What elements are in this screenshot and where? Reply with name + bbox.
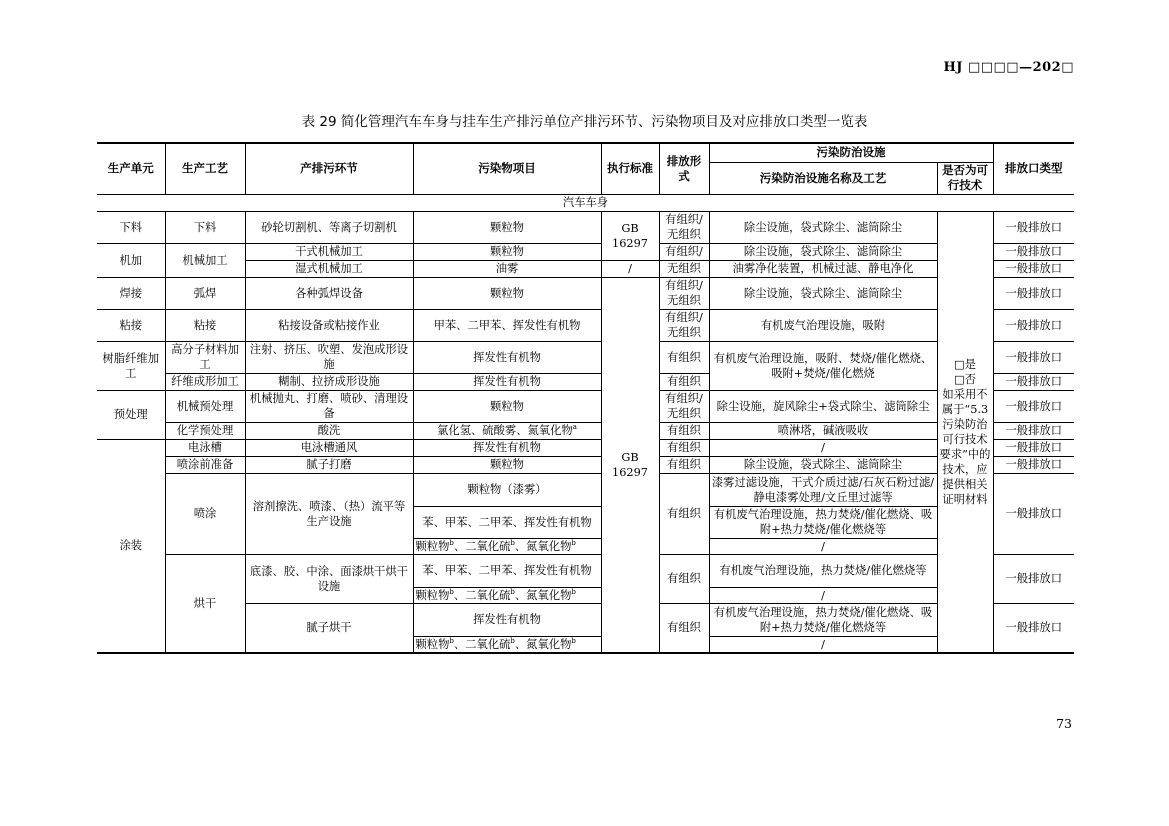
outlet-cell: 一般排放口 xyxy=(993,422,1074,439)
footnote-mark: a xyxy=(572,423,577,432)
emission-cell: 有组织 xyxy=(659,373,709,390)
pollutant-cell: 苯、甲苯、二甲苯、挥发性有机物 xyxy=(413,506,601,538)
facility-cell: 油雾净化装置，机械过滤、静电净化 xyxy=(709,260,937,277)
emission-cell: 有组织 xyxy=(659,456,709,473)
emission-cell: 无组织 xyxy=(659,260,709,277)
facility-cell: 有机废气治理设施，热力焚烧/催化燃烧、吸附+热力焚烧/催化燃烧等 xyxy=(709,603,937,636)
pollutant-cell: 氯化氢、硫酸雾、氮氧化物$^a$ xyxy=(413,422,601,439)
standard-cell: GB 16297 xyxy=(601,277,659,653)
emission-cell: 有组织 xyxy=(659,422,709,439)
process-cell: 化学预处理 xyxy=(165,422,245,439)
col-header-facility-name: 污染防治设施名称及工艺 xyxy=(709,162,937,194)
process-cell: 纤维成形加工 xyxy=(165,373,245,390)
emission-cell: 有组织/无组织 xyxy=(659,390,709,422)
emission-cell: 有组织 xyxy=(659,603,709,653)
outlet-cell: 一般排放口 xyxy=(993,390,1074,422)
pollutant-cell: 颗粒物 xyxy=(413,456,601,473)
outlet-cell: 一般排放口 xyxy=(993,373,1074,390)
outlet-cell: 一般排放口 xyxy=(993,309,1074,341)
link-cell: 机械抛丸、打磨、喷砂、清理设备 xyxy=(245,390,413,422)
unit-cell: 下料 xyxy=(97,211,165,243)
pollutant-cell: 颗粒物 xyxy=(413,390,601,422)
process-cell: 烘干 xyxy=(165,554,245,653)
emission-cell: 有组织 xyxy=(659,439,709,456)
link-cell: 干式机械加工 xyxy=(245,243,413,260)
facility-cell: 除尘设施，袋式除尘、滤筒除尘 xyxy=(709,211,937,243)
facility-cell: 有机废气治理设施，热力焚烧/催化燃烧、吸附+热力焚烧/催化燃烧等 xyxy=(709,506,937,538)
outlet-cell: 一般排放口 xyxy=(993,260,1074,277)
unit-cell: 焊接 xyxy=(97,277,165,309)
process-cell: 粘接 xyxy=(165,309,245,341)
outlet-cell: 一般排放口 xyxy=(993,341,1074,373)
emission-cell: 有组织/无组织 xyxy=(659,277,709,309)
emission-cell: 有组织/无组织 xyxy=(659,211,709,243)
col-header-emission: 排放形式 xyxy=(659,143,709,194)
emission-cell: 有组织/无组织 xyxy=(659,309,709,341)
pollutant-cell: 颗粒物$^b$、二氧化硫$^b$、氮氧化物$^b$ xyxy=(413,636,601,653)
link-cell: 腻子烘干 xyxy=(245,603,413,653)
facility-cell: / xyxy=(709,587,937,603)
outlet-cell: 一般排放口 xyxy=(993,243,1074,260)
facility-cell: 有机废气治理设施，热力焚烧/催化燃烧等 xyxy=(709,554,937,587)
process-cell: 高分子材料加工 xyxy=(165,341,245,373)
col-header-process: 生产工艺 xyxy=(165,143,245,194)
outlet-cell: 一般排放口 xyxy=(993,603,1074,653)
pollutant-cell: 颗粒物 xyxy=(413,277,601,309)
feasible-cell: □是 □否 如采用不属于“5.3污染防治可行技术要求”中的技术，应提供相关证明材料 xyxy=(937,211,993,653)
unit-cell: 预处理 xyxy=(97,390,165,439)
facility-cell: 除尘设施，旋风除尘+袋式除尘、滤筒除尘 xyxy=(709,390,937,422)
facility-cell: 有机废气治理设施，吸附、焚烧/催化燃烧、吸附+焚烧/催化燃烧 xyxy=(709,341,937,390)
unit-cell: 涂装 xyxy=(97,439,165,653)
facility-cell: 除尘设施，袋式除尘、滤筒除尘 xyxy=(709,277,937,309)
emission-cell: 有组织 xyxy=(659,473,709,554)
pollutant-cell: 挥发性有机物 xyxy=(413,439,601,456)
process-cell: 机械预处理 xyxy=(165,390,245,422)
document-header: HJ □□□□—202□ xyxy=(943,60,1074,75)
outlet-cell: 一般排放口 xyxy=(993,211,1074,243)
link-cell: 腻子打磨 xyxy=(245,456,413,473)
pollutant-cell: 颗粒物（漆雾） xyxy=(413,473,601,506)
emission-table xyxy=(97,142,1074,654)
outlet-cell: 一般排放口 xyxy=(993,439,1074,456)
pollutant-cell: 挥发性有机物 xyxy=(413,603,601,636)
outlet-cell: 一般排放口 xyxy=(993,473,1074,554)
process-cell: 电泳槽 xyxy=(165,439,245,456)
pollutant-cell: 挥发性有机物 xyxy=(413,341,601,373)
col-header-standard: 执行标准 xyxy=(601,143,659,194)
link-cell: 糊制、拉挤成形设施 xyxy=(245,373,413,390)
link-cell: 酸洗 xyxy=(245,422,413,439)
col-header-outlet: 排放口类型 xyxy=(993,143,1074,194)
link-cell: 注射、挤压、吹塑、发泡成形设施 xyxy=(245,341,413,373)
page-number: 73 xyxy=(1056,716,1072,731)
process-cell: 弧焊 xyxy=(165,277,245,309)
facility-cell: / xyxy=(709,538,937,554)
section-row: 汽车车身 xyxy=(97,194,1074,211)
pollutant-cell: 挥发性有机物 xyxy=(413,373,601,390)
facility-cell: / xyxy=(709,636,937,653)
col-header-feasible: 是否为可行技术 xyxy=(937,162,993,194)
pollutant-cell: 颗粒物$^b$、二氧化硫$^b$、氮氧化物$^b$ xyxy=(413,587,601,603)
process-cell: 机械加工 xyxy=(165,243,245,277)
facility-cell: 有机废气治理设施，吸附 xyxy=(709,309,937,341)
outlet-cell: 一般排放口 xyxy=(993,456,1074,473)
process-cell: 喷涂前准备 xyxy=(165,456,245,473)
col-header-pollutant: 污染物项目 xyxy=(413,143,601,194)
facility-cell: 喷淋塔，碱液吸收 xyxy=(709,422,937,439)
facility-cell: / xyxy=(709,439,937,456)
col-header-facility: 污染防治设施 xyxy=(709,143,993,162)
outlet-cell: 一般排放口 xyxy=(993,554,1074,603)
standard-cell: GB 16297 xyxy=(601,211,659,260)
pollutant-cell: 甲苯、二甲苯、挥发性有机物 xyxy=(413,309,601,341)
link-cell: 粘接设备或粘接作业 xyxy=(245,309,413,341)
emission-cell: 有组织 xyxy=(659,554,709,603)
link-cell: 底漆、胶、中涂、面漆烘干烘干设施 xyxy=(245,554,413,603)
process-cell: 下料 xyxy=(165,211,245,243)
link-cell: 电泳槽通风 xyxy=(245,439,413,456)
facility-cell: 漆雾过滤设施，干式介质过滤/石灰石粉过滤/静电漆雾处理/文丘里过滤等 xyxy=(709,473,937,506)
unit-cell: 树脂纤维加工 xyxy=(97,341,165,390)
pollutant-cell: 颗粒物 xyxy=(413,211,601,243)
facility-cell: 除尘设施，袋式除尘、滤筒除尘 xyxy=(709,456,937,473)
emission-cell: 有组织 xyxy=(659,341,709,373)
link-cell: 溶剂擦洗、喷漆、（热）流平等生产设施 xyxy=(245,473,413,554)
link-cell: 湿式机械加工 xyxy=(245,260,413,277)
facility-cell: 除尘设施，袋式除尘、滤筒除尘 xyxy=(709,243,937,260)
table-title: 表 29 简化管理汽车车身与挂车生产排污单位产排污环节、污染物项目及对应排放口类型一览表 xyxy=(301,114,868,130)
pollutant-cell: 颗粒物 xyxy=(413,243,601,260)
link-cell: 砂轮切割机、等离子切割机 xyxy=(245,211,413,243)
unit-cell: 粘接 xyxy=(97,309,165,341)
unit-cell: 机加 xyxy=(97,243,165,277)
pollutant-cell: 苯、甲苯、二甲苯、挥发性有机物 xyxy=(413,554,601,587)
col-header-link: 产排污环节 xyxy=(245,143,413,194)
emission-cell: 有组织/ xyxy=(659,243,709,260)
col-header-unit: 生产单元 xyxy=(97,143,165,194)
pollutant-cell: 颗粒物$^b$、二氧化硫$^b$、氮氧化物$^b$ xyxy=(413,538,601,554)
process-cell: 喷涂 xyxy=(165,473,245,554)
standard-cell: / xyxy=(601,260,659,277)
link-cell: 各种弧焊设备 xyxy=(245,277,413,309)
outlet-cell: 一般排放口 xyxy=(993,277,1074,309)
pollutant-cell: 油雾 xyxy=(413,260,601,277)
